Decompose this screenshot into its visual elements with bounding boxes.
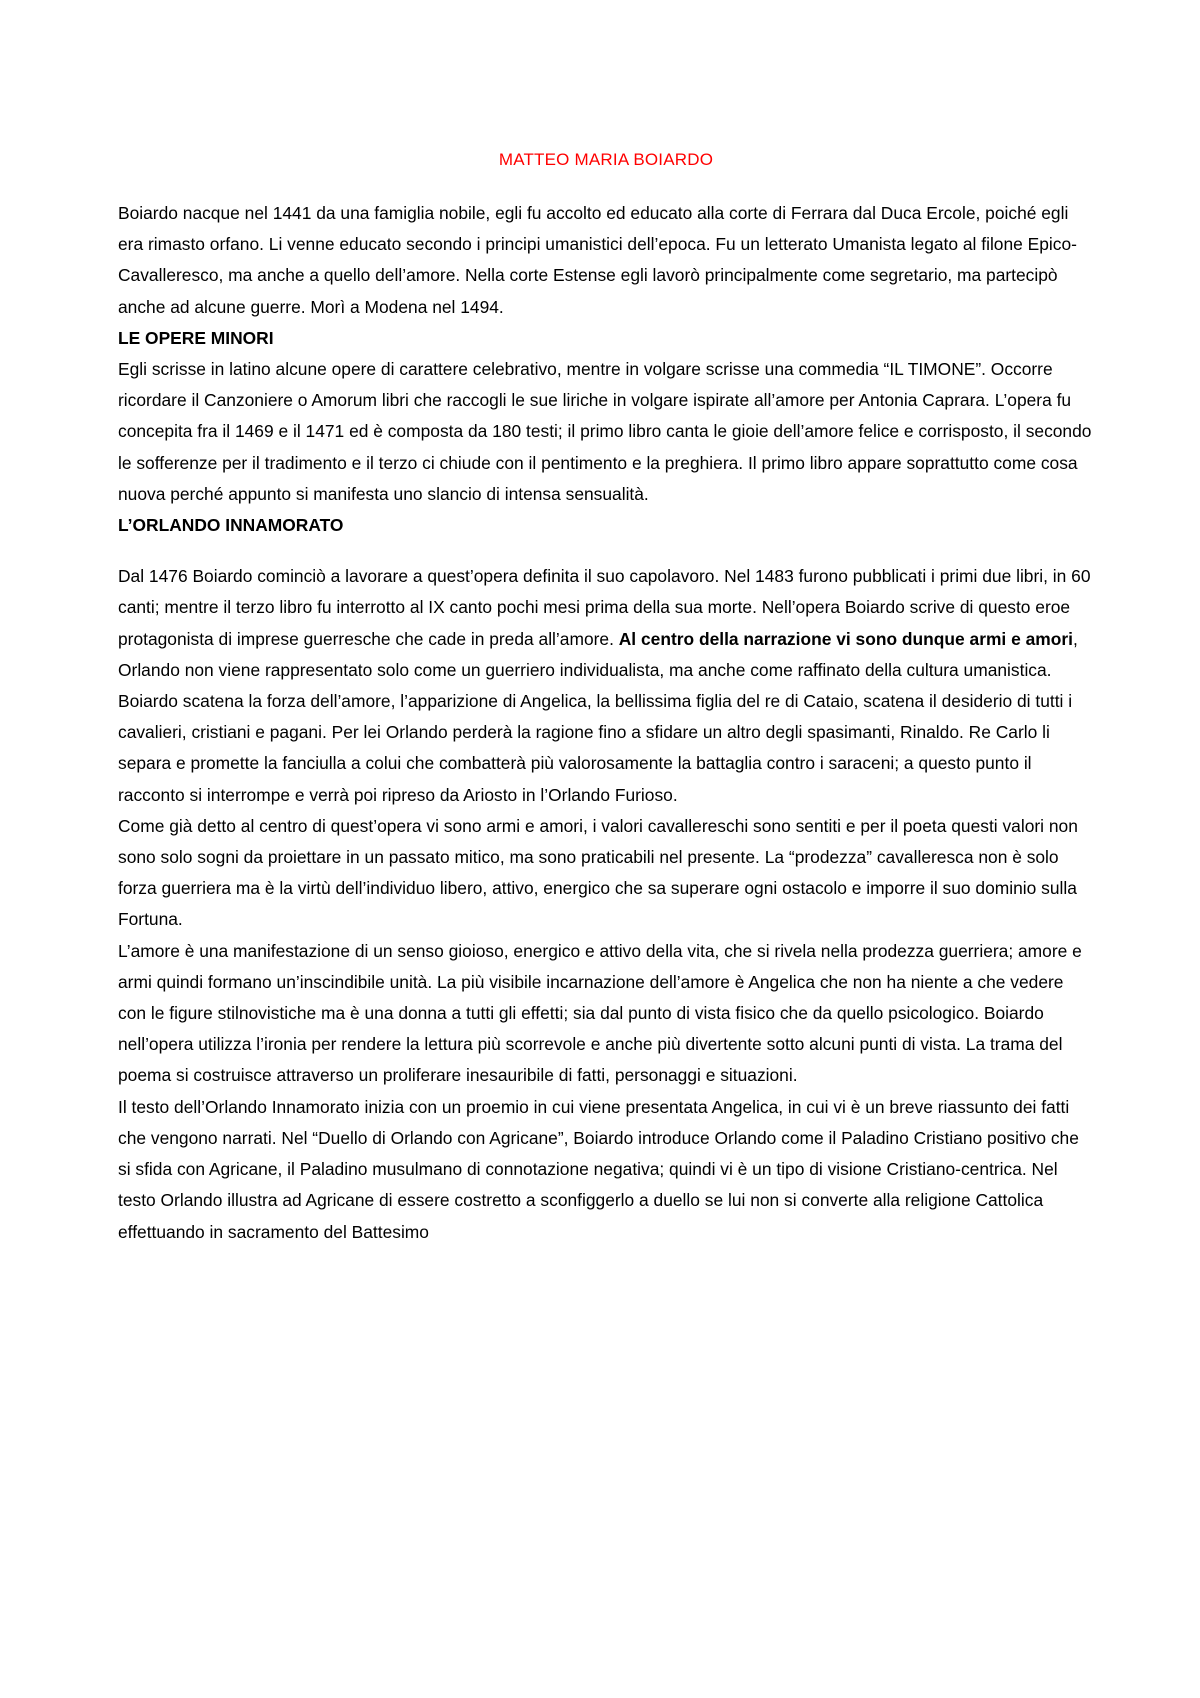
orlando-paragraph-2: Come già detto al centro di quest’opera vi sono armi e amori, i valori cavallereschi sono sentiti e per il poeta questi valori non sono solo sogni da proiettare in un passato mitico, ma sono praticabili nel presente. La “prodezza” cavalleresca non è solo forza guerriera ma è la virtù dell’individuo libero, attivo, energico che sa superare ogni ostacolo e imporre il suo dominio sulla Fortuna. [118,815,1078,930]
orlando-p1-text-end: , Orlando non viene rappresentato solo come un guerriero individualista, ma anche come raffinato della cultura umanistica. Boiardo scatena la forza dell’amore, l’apparizione di Angelica, la bellissima figlia del re di Cataio, scatena il desiderio di tutti i cavalieri, cristiani e pagani. Per lei Orlando perderà la ragione fino a sfidare un altro degli spasimanti, Rinaldo. Re Carlo li separa e promette la fanciulla a colui che combatterà più valorosamente la battaglia contro i saraceni; a questo punto il racconto si interrompe e verrà poi ripreso da Ariosto in l’Orlando Furioso. [118,628,1078,805]
intro-paragraph: Boiardo nacque nel 1441 da una famiglia nobile, egli fu accolto ed educato alla corte di Ferrara dal Duca Ercole, poiché egli era rimasto orfano. Li venne educato secondo i principi umanistici dell’epoca. Fu un letterato Umanista legato al filone Epico-Cavalleresco, ma anche a quello dell’amore. Nella corte Estense egli lavorò principalmente come segretario, ma partecipò anche ad alcune guerre. Morì a Modena nel 1494. [118,203,1077,317]
section-heading-opere-minori: LE OPERE MINORI [118,327,274,348]
section-heading-orlando-innamorato: L’ORLANDO INNAMORATO [118,515,344,536]
orlando-paragraph-1 [118,561,1094,811]
orlando-paragraph-4: Il testo dell’Orlando Innamorato inizia con un proemio in cui viene presentata Angelica, in cui vi è un breve riassunto dei fatti che vengono narrati. Nel “Duello di Orlando con Agricane”, Boiardo introduce Orlando come il Paladino Cristiano positivo che si sfida con Agricane, il Paladino musulmano di connotazione negativa; quindi vi è un tipo di visione Cristiano-centrica. Nel testo Orlando illustra ad Agricane di essere costretto a sconfiggerlo a duello se lui non si converte alla religione Cattolica effettuando in sacramento del Battesimo [118,1096,1079,1242]
orlando-p1-text-start: Dal 1476 Boiardo cominciò a lavorare a quest’opera definita il suo capolavoro. Nel 1483 furono pubblicati i primi due libri, in 60 canti; mentre il terzo libro fu interrotto al IX canto pochi mesi prima della sua morte. Nell’opera Boiardo scrive di questo eroe protagonista di imprese guerresche che cade in preda all’amore. [118,566,1091,649]
document-title: MATTEO MARIA BOIARDO [498,150,714,169]
orlando-p1-bold-text: Al centro della narrazione vi sono dunque armi e amori [618,628,1073,649]
opere-minori-paragraph: Egli scrisse in latino alcune opere di carattere celebrativo, mentre in volgare scrisse una commedia “IL TIMONE”. Occorre ricordare il Canzoniere o Amorum libri che raccogli le sue liriche in volgare ispirate all’amore per Antonia Caprara. L’opera fu concepita fra il 1469 e il 1471 ed è composta da 180 testi; il primo libro canta le gioie dell’amore felice e corrisposto, il secondo le sofferenze per il tradimento e il terzo ci chiude con il pentimento e la preghiera. Il primo libro appare soprattutto come cosa nuova perché appunto si manifesta uno slancio di intensa sensualità. [118,359,1092,504]
orlando-paragraph-3: L’amore è una manifestazione di un senso gioioso, energico e attivo della vita, che si rivela nella prodezza guerriera; amore e armi quindi formano un’inscindibile unità. La più visibile incarnazione dell’amore è Angelica che non ha niente a che vedere con le figure stilnovistiche ma è una donna a tutti gli effetti; sia dal punto di vista fisico che da quello psicologico. Boiardo nell’opera utilizza l’ironia per rendere la lettura più scorrevole e anche più divertente sotto alcuni punti di vista. La trama del poema si costruisce attraverso un proliferare inesauribile di fatti, personaggi e situazioni. [118,940,1082,1086]
